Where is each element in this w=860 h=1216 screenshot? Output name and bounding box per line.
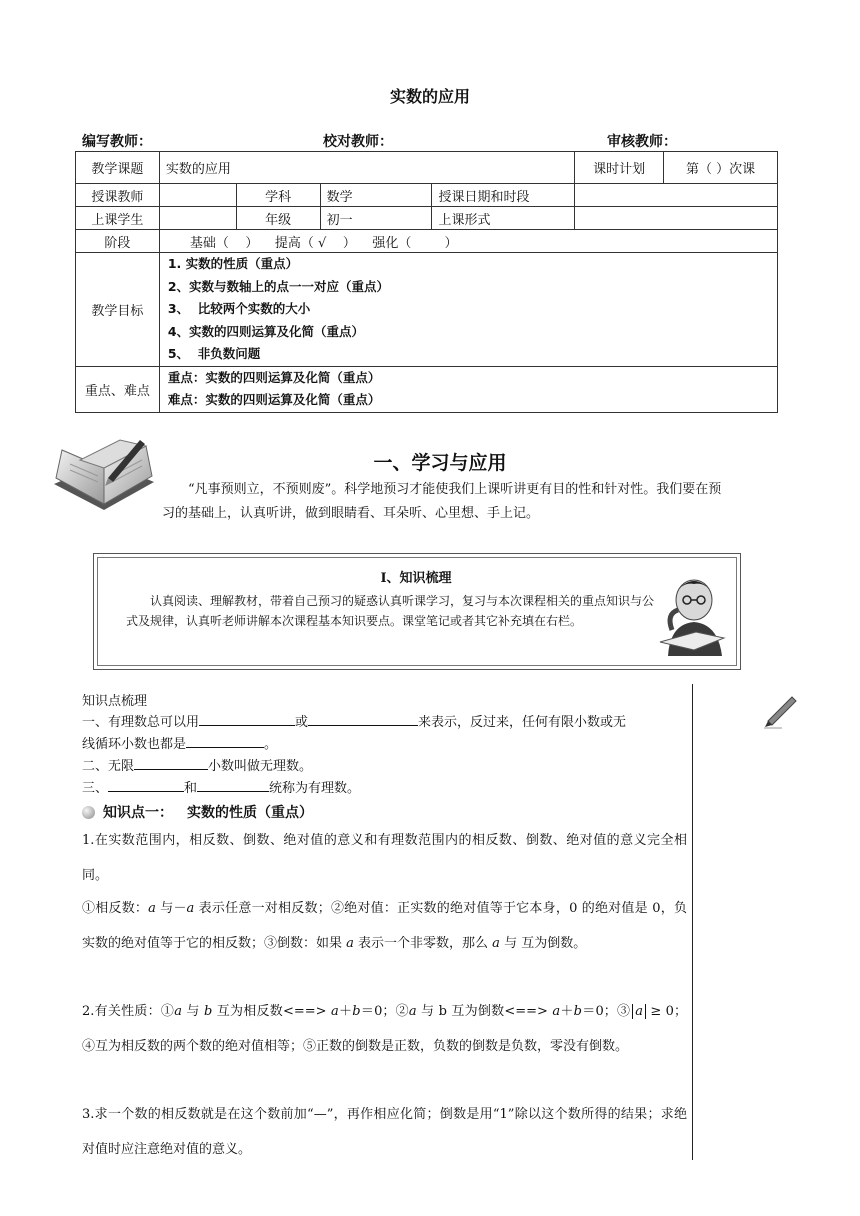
- cell-teacher-label: 授课教师: [76, 184, 160, 207]
- cell-date-label: 授课日期和时段: [432, 184, 575, 207]
- section-intro: “凡事预则立，不预则废”。科学地预习才能使我们上课听讲更有目的性和针对性。我们要在预习的基础上，认真听讲，做到眼睛看、耳朵听、心里想、手上记。: [162, 482, 722, 521]
- cell-lesson-topic-value: 实数的应用: [159, 152, 574, 184]
- cell-format-label: 上课形式: [432, 207, 575, 230]
- cell-period-number: 第（ ）次课: [664, 152, 778, 184]
- cell-teacher-value: [159, 184, 236, 207]
- writer-teacher-label: 编写教师：: [82, 134, 152, 150]
- open-book-pen-icon: [50, 432, 160, 514]
- fill-blank[interactable]: [186, 735, 264, 748]
- keypoint-item: 重点：实数的四则运算及化简（重点）: [167, 369, 381, 385]
- cell-stage-options: 基础（ ） 提高（ √ ） 强化（ ）: [159, 230, 777, 253]
- cell-goals-label: 教学目标: [76, 253, 160, 367]
- keypoint-item: 难点：实数的四则运算及化简（重点）: [167, 392, 381, 407]
- cell-grade-label: 年级: [236, 207, 320, 230]
- kp1-paragraph-3: 2.有关性质：①a 与 b 互为相反数<==> a＋b＝0；②a 与 b 互为倒数<==> a＋b＝0；③ a ≥ 0；④互为相反数的两个数的绝对值相等；⑤正数的倒数是正数，负数的倒数是负数，零没有倒数。: [82, 1004, 687, 1054]
- cell-goals: [159, 253, 777, 367]
- review-question-2: 二、无限 小数叫做无理数。: [82, 759, 313, 774]
- kp1-paragraph-1: 1.在实数范围内，相反数、倒数、绝对值的意义和有理数范围内的相反数、倒数、绝对值的意义完全相同。: [82, 833, 687, 883]
- goal-item: 2、实数与数轴上的点一一对应（重点）: [167, 278, 390, 294]
- cell-date-value: [575, 184, 778, 207]
- review-question-1-cont: 线循环小数也都是 。: [82, 737, 278, 752]
- reviewer-label: 审核教师：: [607, 134, 677, 150]
- fill-blank[interactable]: [108, 779, 184, 792]
- kp1-paragraph-4: 3.求一个数的相反数就是在这个数前加“—”，再作相应化简；倒数是用“1”除以这个数所得的结果；求绝对值时应注意绝对值的意义。: [82, 1107, 687, 1157]
- goal-item: 4、实数的四则运算及化简（重点）: [167, 323, 365, 339]
- cell-lesson-topic-label: 教学课题: [76, 152, 160, 184]
- page-title: 实数的应用: [389, 87, 470, 106]
- cell-stage-label: 阶段: [76, 230, 160, 253]
- review-question-1: 一、有理数总可以用 或 来表示，反过来，任何有限小数或无: [82, 715, 627, 730]
- cell-format-value: [575, 207, 778, 230]
- goal-item: 1. 实数的性质（重点）: [167, 256, 299, 271]
- fill-blank[interactable]: [199, 713, 295, 726]
- fill-blank[interactable]: [197, 779, 269, 792]
- cell-keypoints-label: 重点、难点: [76, 366, 160, 412]
- cell-period-plan-label: 课时计划: [575, 152, 664, 184]
- pen-icon: [762, 693, 800, 729]
- cell-student-label: 上课学生: [76, 207, 160, 230]
- knowledge-box-title: Ⅰ、知识梳理: [380, 571, 452, 586]
- cell-student-value: [159, 207, 236, 230]
- kp1-paragraph-2: ①相反数：a 与－a 表示任意一对相反数；②绝对值：正实数的绝对值等于它本身，0 的绝对值是 0，负实数的绝对值等于它的相反数；③倒数：如果 a 表示一个非零数，那么 a 与 互为倒数。: [82, 901, 687, 951]
- cell-keypoints: [159, 366, 777, 412]
- cell-subject-label: 学科: [236, 184, 320, 207]
- cell-grade-value: 初一: [320, 207, 432, 230]
- goal-item: 3、 比较两个实数的大小: [167, 301, 311, 316]
- proofreader-label: 校对教师：: [323, 134, 393, 150]
- goal-item: 5、 非负数问题: [167, 346, 261, 361]
- knowledge-box-text: 认真阅读、理解教材，带着自己预习的疑惑认真听课学习，复习与本次课程相关的重点知识与公式及规律，认真听老师讲解本次课程基本知识要点。课堂笔记或者其它补充填在右栏。: [126, 594, 655, 628]
- review-question-3: 三、 和 统称为有理数。: [82, 781, 361, 796]
- section-heading: 一、学习与应用: [373, 452, 507, 474]
- knowledge-point-heading: 知识点一： 实数的性质（重点）: [82, 802, 313, 822]
- fill-blank[interactable]: [308, 713, 418, 726]
- cell-subject-value: 数学: [320, 184, 432, 207]
- review-heading: 知识点梳理: [82, 694, 148, 709]
- bullet-icon: [82, 806, 95, 819]
- thinking-student-illustration: [656, 570, 728, 658]
- lesson-info-table: [75, 151, 778, 413]
- notes-column-divider: [692, 684, 693, 1160]
- fill-blank[interactable]: [134, 757, 208, 770]
